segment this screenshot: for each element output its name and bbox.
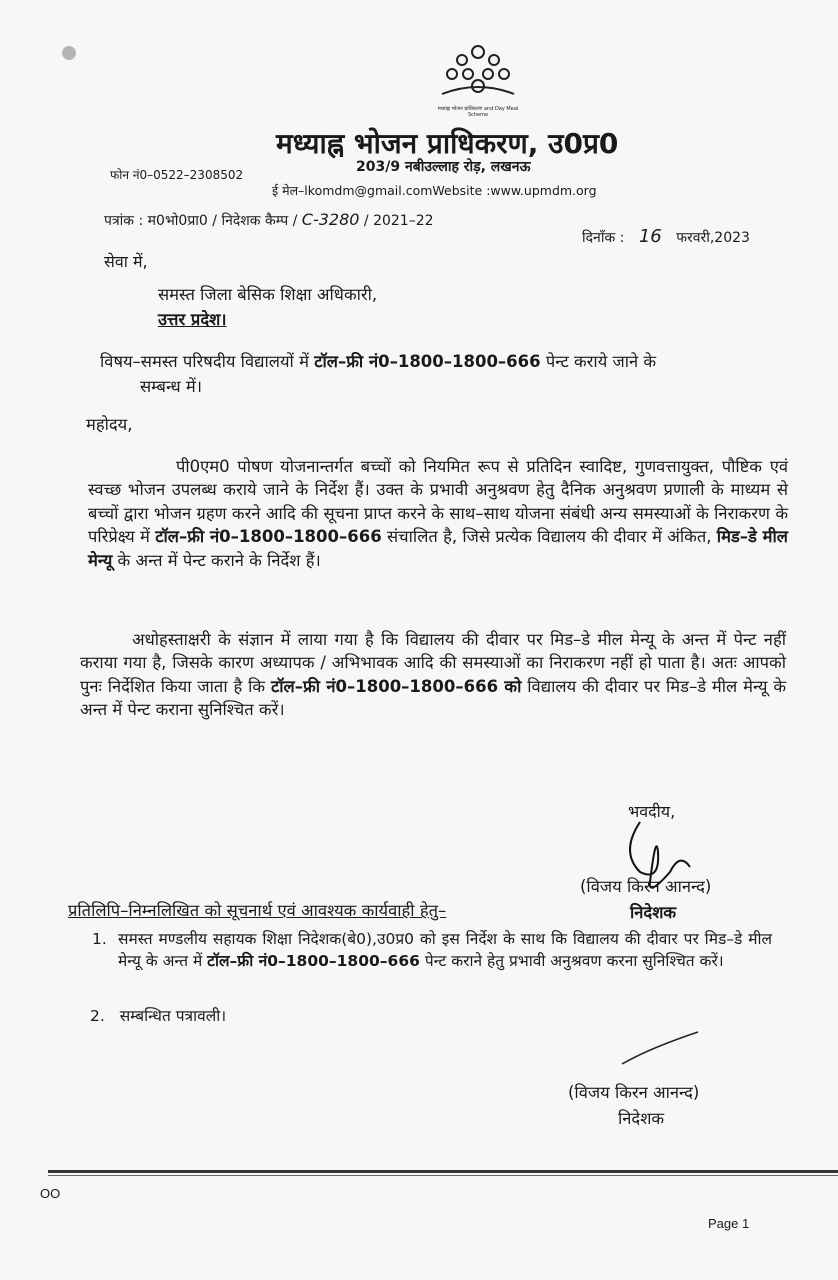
closing: भवदीय, — [628, 802, 676, 821]
footer-left: OO — [40, 1186, 61, 1201]
phone-number: फोन नं0–0522–2308502 — [110, 168, 244, 182]
email-website: ई मेल–lkomdm@gmail.comWebsite :www.upmdm.org — [272, 183, 597, 198]
copy-item-1-end: पेन्ट कराने हेतु प्रभावी अनुश्रवण करना सुनिश्चित करें। — [419, 952, 724, 970]
emblem-icon — [432, 42, 524, 102]
signatory-title-1: निदेशक — [630, 903, 677, 922]
signatory-title-2: निदेशक — [618, 1109, 665, 1128]
paragraph-1 — [88, 455, 788, 572]
copy-heading: प्रतिलिपि–निम्नलिखित को सूचनार्थ एवं आवश्यक कार्यवाही हेतु– — [68, 901, 447, 920]
signatory-name-2: (विजय किरन आनन्द) — [568, 1083, 700, 1102]
reference-line — [104, 210, 434, 230]
ref-year: / 2021–22 — [363, 213, 434, 229]
date-month-year: फरवरी,2023 — [676, 230, 750, 246]
org-address: 203/9 नबीउल्लाह रोड़, लखनऊ — [356, 159, 531, 175]
salutation: महोदय, — [86, 415, 133, 434]
date-day: 16 — [638, 226, 662, 247]
para2-text1: अधोहस्ताक्षरी के संज्ञान में लाया गया है कि विद्यालय की दीवार पर मिड–डे मील मेन्यू के अन्त में पेन्ट नहीं कराया गया है, जिसके कारण अध्यापक / अभिभावक आदि की समस्याओं का निराकरण नहीं हो पाता है। अतः आपको पुनः निर्देशित किया जाता है कि — [80, 630, 786, 696]
patrank: पत्रांक : म0भो0प्रा0 / निदेशक कैम्प / — [104, 213, 298, 229]
copy-item-2 — [90, 1004, 226, 1026]
copy-item-1-num: 1. — [92, 930, 107, 948]
recipient: समस्त जिला बेसिक शिक्षा अधिकारी, — [158, 285, 378, 304]
copy-item-1-tollfree: टॉल–फ्री नं0–1800–1800–666 — [207, 952, 420, 970]
ref-number: C-3280 — [301, 210, 360, 229]
subject-text: विषय–समस्त परिषदीय विद्यालयों में — [100, 352, 315, 371]
subject-line2: सम्बन्ध में। — [140, 376, 203, 396]
copy-item-2-text: सम्बन्धित पत्रावली। — [119, 1007, 227, 1025]
copy-item-2-num: 2. — [90, 1007, 105, 1025]
recipient-state: उत्तर प्रदेश। — [158, 310, 227, 329]
copy-item-1 — [92, 928, 772, 972]
logo — [432, 42, 524, 118]
page-number: Page 1 — [708, 1216, 750, 1231]
org-name: मध्याह्न भोजन प्राधिकरण, उ0प्र0 — [276, 127, 619, 160]
date-label: दिनाँक : — [582, 230, 625, 246]
para1-menu: मिड–डे मील मेन्यू — [88, 527, 788, 570]
subject-text-end: पेन्ट कराये जाने के — [540, 352, 657, 371]
punch-hole-icon — [62, 46, 76, 60]
para1-text1: पी0एम0 पोषण योजनान्तर्गत बच्चों को नियमित रूप से प्रतिदिन स्वादिष्ट, गुणवत्तायुक्त, पौष्टिक एवं स्वच्छ भोजन उपलब्ध कराये जाने के निर्देश हैं। उक्त के प्रभावी अनुश्रवण हेतु दैनिक अनुश्रवण प्रणाली के माध्यम से बच्चों द्वारा भोजन ग्रहण करने आदि की सूचना प्राप्त करने के साथ–साथ योजना संबंधी अन्य समस्याओं के निराकरण के परिप्रेक्ष्य में — [88, 457, 788, 547]
copy-item-1-text: समस्त मण्डलीय सहायक शिक्षा निदेशक(बे0),उ0प्र0 को इस निर्देश के साथ कि विद्यालय की दीवार पर मिड–डे मील मेन्यू के अन्त में — [118, 930, 772, 970]
para2-text2: विद्यालय की दीवार पर मिड–डे मील मेन्यू के अन्त में पेन्ट कराना सुनिश्चित करें। — [80, 676, 786, 720]
initial-mark — [620, 1028, 700, 1068]
subject — [100, 350, 800, 400]
signatory-name-1: (विजय किरन आनन्द) — [580, 877, 712, 896]
logo-caption: मध्याह्न भोजन प्राधिकरण and Day Meal Scheme — [437, 106, 519, 118]
subject-tollfree: टॉल–फ्री नं0–1800–1800–666 — [314, 352, 541, 371]
paragraph-2 — [80, 628, 786, 722]
para1-text3: के अन्त में पेन्ट कराने के निर्देश हैं। — [112, 550, 321, 570]
date-line — [582, 226, 750, 247]
seva-mein: सेवा में, — [104, 252, 148, 271]
para1-text2: संचालित है, जिसे प्रत्येक विद्यालय की दीवार में अंकित, — [381, 527, 717, 547]
para1-tollfree: टॉल–फ्री नं0–1800–1800–666 — [155, 527, 382, 547]
footer-divider — [48, 1170, 838, 1176]
para2-tollfree: टॉल–फ्री नं0–1800–1800–666 को — [270, 676, 522, 696]
